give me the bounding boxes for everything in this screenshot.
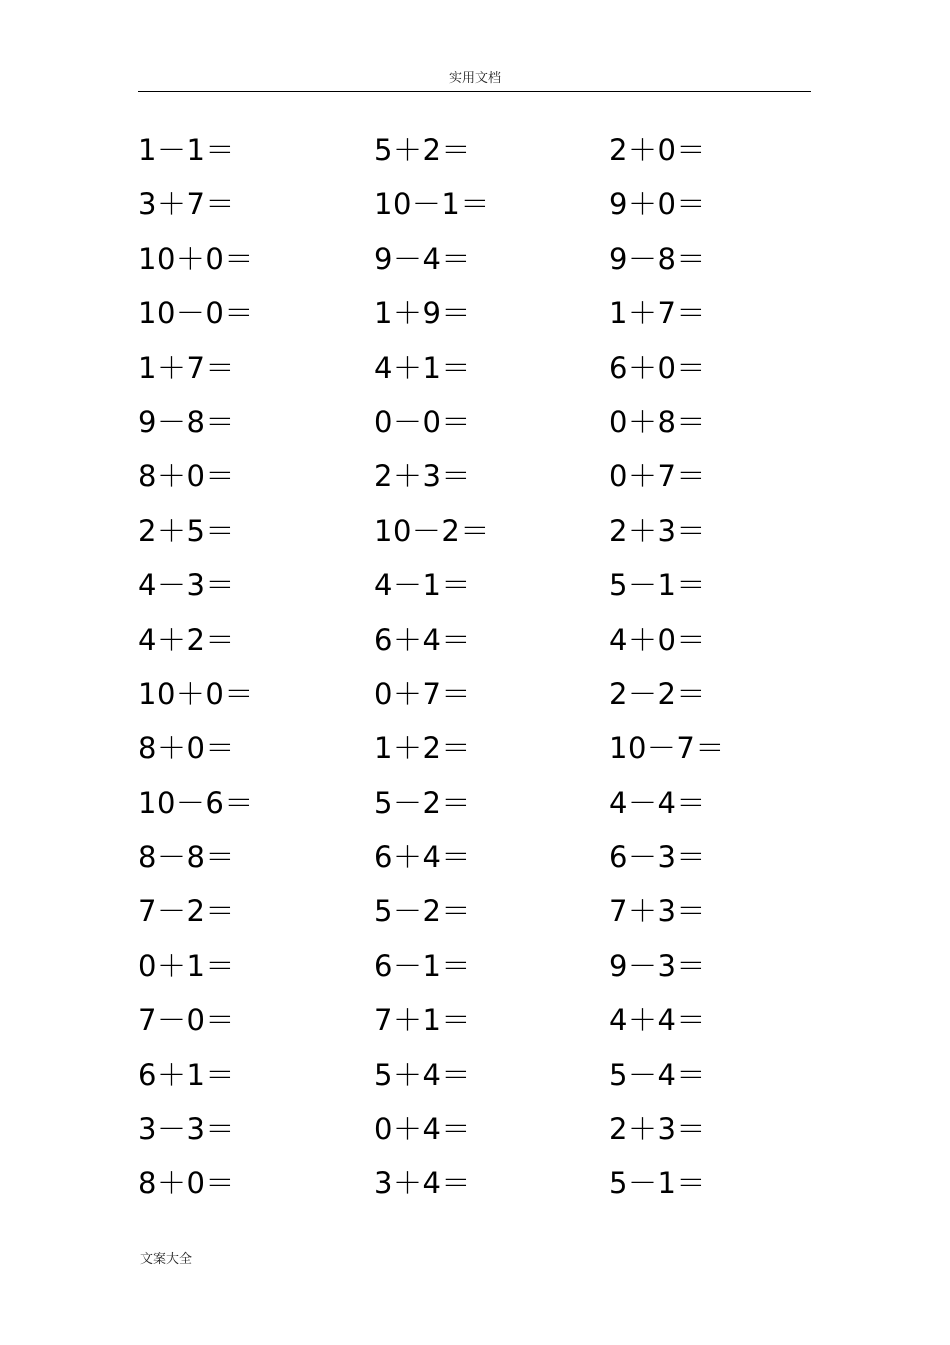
arithmetic-problem: 5－4＝ bbox=[609, 1057, 706, 1092]
arithmetic-problem: 2＋5＝ bbox=[138, 513, 235, 548]
arithmetic-problem: 6＋0＝ bbox=[609, 350, 706, 385]
arithmetic-problem-grid bbox=[138, 128, 838, 1216]
arithmetic-problem: 9－8＝ bbox=[609, 241, 706, 276]
arithmetic-problem: 10＋0＝ bbox=[138, 676, 254, 711]
page-header-title: 实用文档 bbox=[448, 71, 501, 86]
arithmetic-problem: 0＋1＝ bbox=[138, 948, 235, 983]
arithmetic-problem: 5＋4＝ bbox=[374, 1057, 471, 1092]
arithmetic-problem: 9＋0＝ bbox=[609, 187, 706, 222]
arithmetic-problem: 5－2＝ bbox=[374, 785, 471, 820]
arithmetic-problem: 10－1＝ bbox=[374, 187, 490, 222]
header-divider bbox=[138, 91, 811, 92]
arithmetic-problem: 5－2＝ bbox=[374, 894, 471, 929]
arithmetic-problem: 4－4＝ bbox=[609, 785, 706, 820]
arithmetic-problem: 3＋7＝ bbox=[138, 187, 235, 222]
arithmetic-problem: 10－2＝ bbox=[374, 513, 490, 548]
arithmetic-problem: 10－7＝ bbox=[609, 731, 725, 766]
arithmetic-problem: 3＋4＝ bbox=[374, 1166, 471, 1201]
arithmetic-problem: 6＋1＝ bbox=[138, 1057, 235, 1092]
arithmetic-problem: 10－6＝ bbox=[138, 785, 254, 820]
arithmetic-problem: 4－3＝ bbox=[138, 568, 235, 603]
arithmetic-problem: 1＋2＝ bbox=[374, 731, 471, 766]
arithmetic-problem: 0＋4＝ bbox=[374, 1112, 471, 1147]
arithmetic-problem: 0＋7＝ bbox=[609, 459, 706, 494]
arithmetic-problem: 7－0＝ bbox=[138, 1003, 235, 1038]
arithmetic-problem: 7－2＝ bbox=[138, 894, 235, 929]
arithmetic-problem: 6－1＝ bbox=[374, 948, 471, 983]
arithmetic-problem: 4－1＝ bbox=[374, 568, 471, 603]
arithmetic-problem: 2＋3＝ bbox=[609, 1112, 706, 1147]
arithmetic-problem: 0＋8＝ bbox=[609, 404, 706, 439]
arithmetic-problem: 1＋9＝ bbox=[374, 296, 471, 331]
arithmetic-problem: 9－4＝ bbox=[374, 241, 471, 276]
arithmetic-problem: 1－1＝ bbox=[138, 133, 235, 167]
arithmetic-problem: 1＋7＝ bbox=[609, 296, 706, 331]
arithmetic-problem: 8－8＝ bbox=[138, 840, 235, 875]
arithmetic-problem: 8＋0＝ bbox=[138, 731, 235, 766]
arithmetic-problem: 9－3＝ bbox=[609, 948, 706, 983]
arithmetic-problem: 5－1＝ bbox=[609, 1166, 706, 1201]
arithmetic-problem: 10－0＝ bbox=[138, 296, 254, 331]
arithmetic-problem: 0－0＝ bbox=[374, 404, 471, 439]
arithmetic-problem: 1＋7＝ bbox=[138, 350, 235, 385]
arithmetic-problem: 2＋0＝ bbox=[609, 133, 706, 167]
arithmetic-problem: 5－1＝ bbox=[609, 568, 706, 603]
arithmetic-problem: 6＋4＝ bbox=[374, 840, 471, 875]
arithmetic-problem: 4＋0＝ bbox=[609, 622, 706, 657]
arithmetic-problem: 4＋4＝ bbox=[609, 1003, 706, 1038]
arithmetic-problem: 7＋3＝ bbox=[609, 894, 706, 929]
arithmetic-problem: 3－3＝ bbox=[138, 1112, 235, 1147]
arithmetic-problem: 8＋0＝ bbox=[138, 459, 235, 494]
arithmetic-problem: 0＋7＝ bbox=[374, 676, 471, 711]
arithmetic-problem: 8＋0＝ bbox=[138, 1166, 235, 1201]
arithmetic-problem: 2＋3＝ bbox=[374, 459, 471, 494]
arithmetic-problem: 4＋2＝ bbox=[138, 622, 235, 657]
arithmetic-problem: 6－3＝ bbox=[609, 840, 706, 875]
arithmetic-problem: 10＋0＝ bbox=[138, 241, 254, 276]
arithmetic-problem: 2－2＝ bbox=[609, 676, 706, 711]
arithmetic-problem: 6＋4＝ bbox=[374, 622, 471, 657]
arithmetic-problem: 9－8＝ bbox=[138, 404, 235, 439]
page-footer-text: 文案大全 bbox=[140, 1252, 193, 1267]
arithmetic-problem: 4＋1＝ bbox=[374, 350, 471, 385]
arithmetic-problem: 5＋2＝ bbox=[374, 133, 471, 167]
arithmetic-problem: 7＋1＝ bbox=[374, 1003, 471, 1038]
arithmetic-problem: 2＋3＝ bbox=[609, 513, 706, 548]
